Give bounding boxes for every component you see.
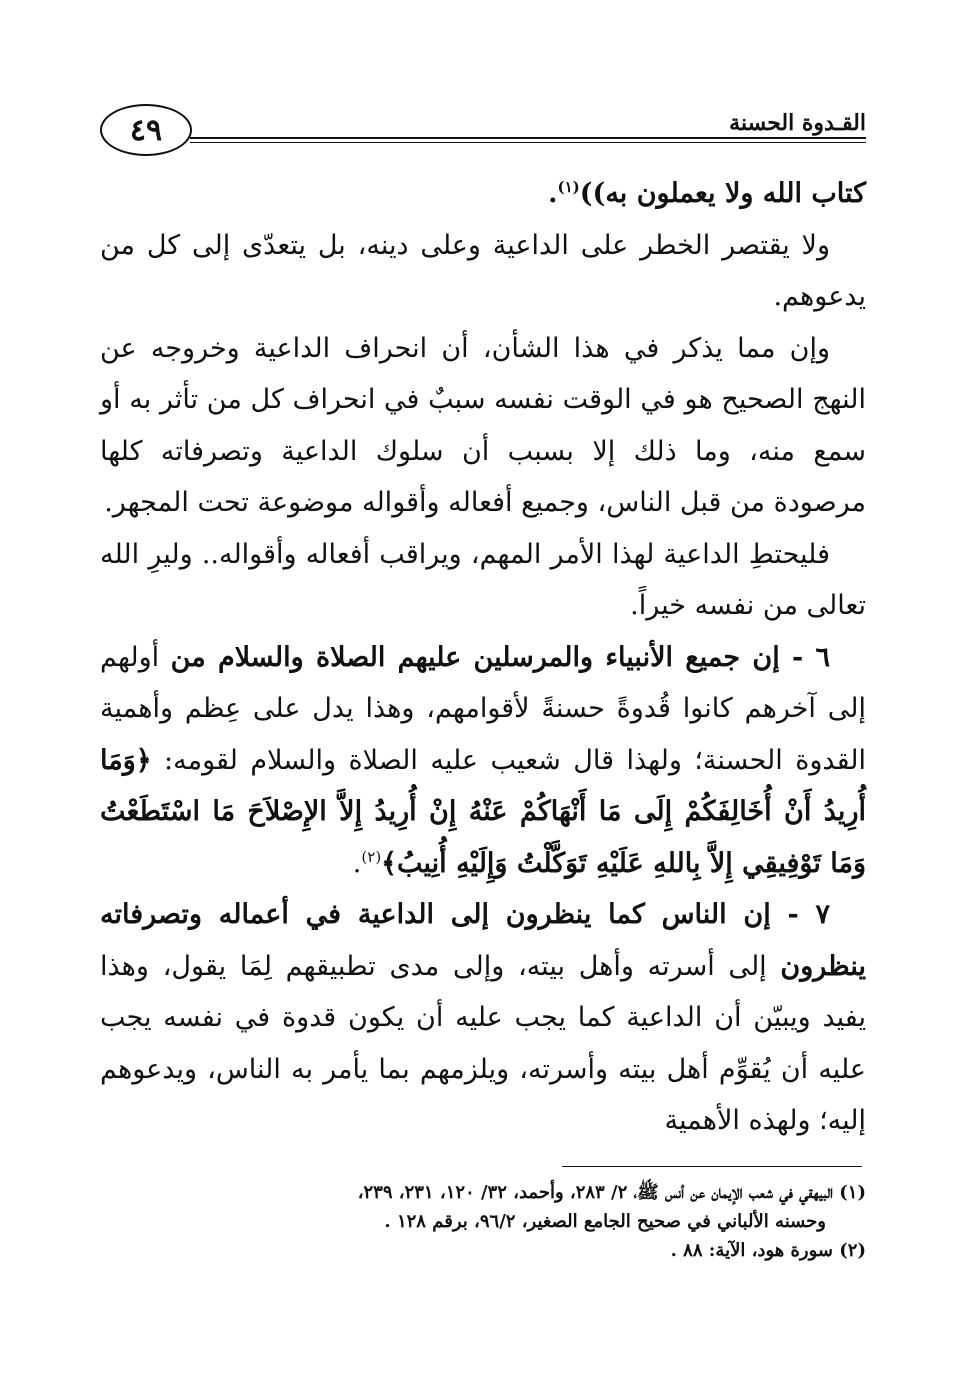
page-header <box>100 104 866 164</box>
paragraph-5-lead: ٦ - إن جميع الأنبياء والمرسلين عليهم الصلاة والسلام من <box>170 641 830 673</box>
footnote-ref-2: (٢) <box>361 847 382 866</box>
paragraph-1 <box>100 168 866 220</box>
footnote-divider <box>562 1166 862 1167</box>
paragraph-1-text: كتاب الله ولا يعملون به)) <box>579 178 866 209</box>
paragraph-6 <box>100 889 866 1147</box>
paragraph-5-text: أولهم إلى آخرهم كانوا قُدوةً حسنةً لأقوامهم، وهذا يدل على عِظم وأهمية القدوة الحسنة؛ ولهذا قال شعيب عليه الصلاة والسلام لقومه: <box>100 641 866 776</box>
page-number-badge <box>100 104 192 156</box>
footnotes <box>96 1178 866 1265</box>
quran-verse: ﴿وَمَا أُرِيدُ أَنْ أُخَالِفَكُمْ إِلَى مَا أَنْهَاكُمْ عَنْهُ إِنْ أُرِيدُ إِلاَّ الإِصْلاَحَ مَا اسْتَطَعْتُ وَمَا تَوْفِيقِي إِلاَّ بِاللهِ عَلَيْهِ تَوَكَّلْتُ وَإِلَيْهِ أُنِيبُ﴾ <box>100 744 866 879</box>
footnote-1-line-2: وحسنه الألباني في صحيح الجامع الصغير، ٩٦/٢، برقم ١٢٨ . <box>384 1211 826 1232</box>
body-text <box>100 168 866 1147</box>
header-rule <box>190 137 866 143</box>
paragraph-2: ولا يقتصر الخطر على الداعية وعلى دينه، بل يتعدّى إلى كل من يدعوهم. <box>100 229 866 312</box>
footnote-ref-1: (١) <box>557 178 580 196</box>
footnote-1-line-1: (١) البيهقي في شعب الإيمان عن أنس ﷺ، ٢/ ٢٨٣، وأحمد، ٣٢/ ١٢٠، ٢٣١، ٢٣٩، <box>357 1182 866 1203</box>
paragraph-3: وإن مما يذكر في هذا الشأن، أن انحراف الداعية وخروجه عن النهج الصحيح هو في الوقت نفسه سببٌ في انحراف كل من تأثر به أو سمع منه، وما ذلك إلا بسبب أن سلوك الداعية وتصرفاته كلها مرصودة من قبل الناس، وجميع أفعاله وأقواله موضوعة تحت المجهر. <box>100 332 866 518</box>
paragraph-4: فليحتطِ الداعية لهذا الأمر المهم، ويراقب أفعاله وأقواله.. وليرِ الله تعالى من نفسه خيراً. <box>100 538 866 621</box>
paragraph-5 <box>100 632 866 890</box>
page-number: ٤٩ <box>129 112 163 148</box>
paragraph-6-text: إلى أسرته وأهل بيته، وإلى مدى تطبيقهم لِمَا يقول، وهذا يفيد ويبيّن أن الداعية كما يجب عليه أن يكون قدوة في نفسه يجب عليه أن يُقوِّم أهل بيته وأسرته، ويلزمهم بما يأمر به الناس، ويدعوهم إليه؛ ولهذه الأهمية <box>100 950 866 1136</box>
paragraph-5-end: . <box>352 847 362 879</box>
paragraph-6-lead: ٧ - إن الناس كما ينظرون إلى الداعية في أعماله وتصرفاته ينظرون <box>100 899 866 982</box>
paragraph-1-end: . <box>548 178 558 209</box>
running-title: القـدوة الحسنة <box>729 110 866 136</box>
footnote-2: (٢) سورة هود، الآية: ٨٨ . <box>670 1240 866 1261</box>
